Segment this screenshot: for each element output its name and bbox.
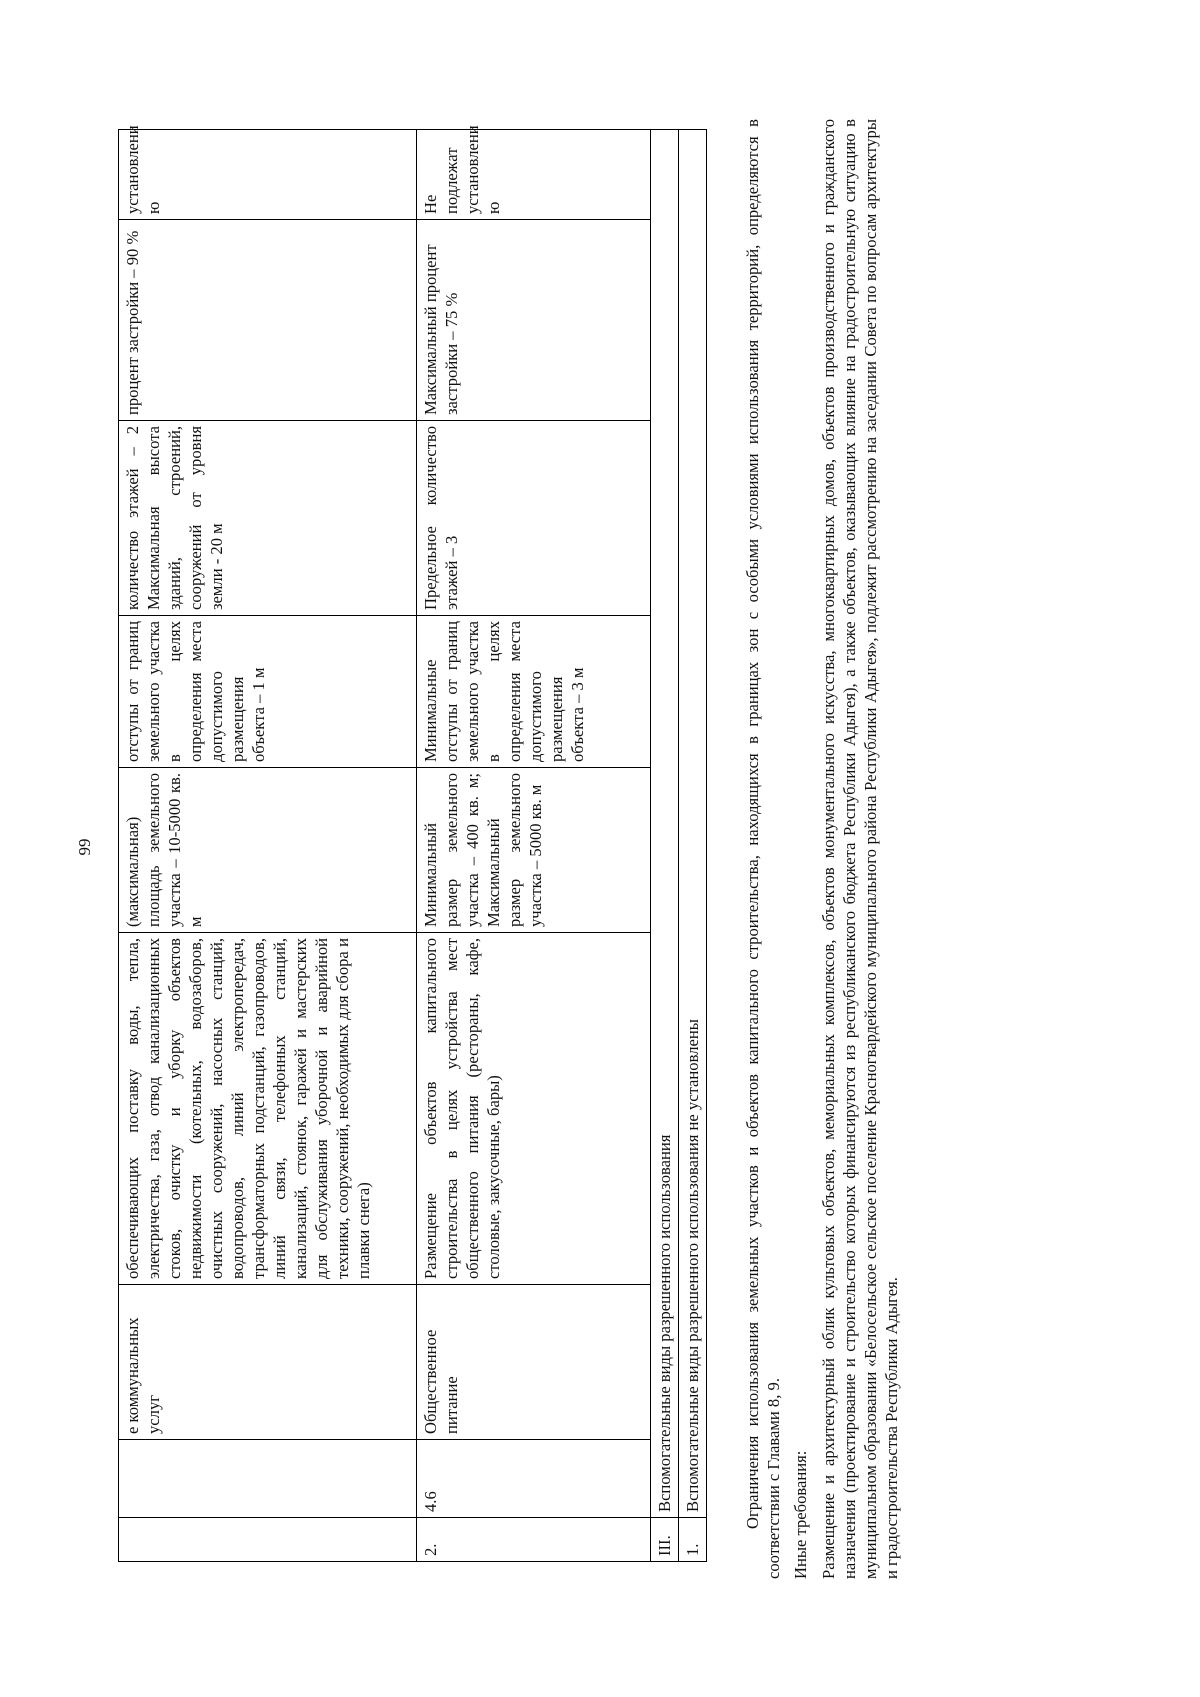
restrictions: установлени ю: [119, 130, 417, 220]
floors-height: Предельное количество этажей – 3: [417, 421, 651, 616]
restrictions: Не подлежат установлени ю: [417, 130, 651, 220]
floors-height: количество этажей – 2 Максимальная высота зданий, строений, сооружений от уровня земли - 20 м: [119, 421, 417, 616]
section-row: [651, 130, 679, 1562]
use-description: Размещение объектов капитального строительства в целях устройства мест общественного питания (рестораны, кафе, столовые, закусочные, бары): [417, 933, 651, 1285]
plot-size: Минимальный размер земельного участка – 400 кв. м; Максимальный размер земельного участка – 5000 кв. м: [417, 768, 651, 933]
row-number: 2.: [417, 1518, 651, 1562]
page-number: 99: [75, 838, 94, 856]
other-requirements-paragraph: Размещение и архитектурный облик культовых объектов, мемориальных комплексов, объектов монументального искусства, многоквартирных домов, объектов производственного и гражданского назначения (проектирование и строительство которых финансируются из республиканского бюджета Республики Адыгея), а также объектов, оказывающих влияние на градостроительную ситуацию в муниципальном образовании «Белосельское сельское поселение Красногвардейского муниципального района Республики Адыгея», подлежит рассмотрению на заседании Совета по вопросам архитектуры и градостроительства Республики Адыгея.: [819, 119, 901, 1579]
other-requirements-heading: Иные требования:: [791, 1450, 810, 1579]
row-number: 1.: [679, 1518, 707, 1562]
setbacks: отступы от границ земельного участка в целях определения места допустимого размещения объекта – 1 м: [119, 616, 417, 768]
row-title: Вспомогательные виды разрешенного использования не установлены: [679, 130, 707, 1518]
use-code: [119, 1440, 417, 1518]
use-description: обеспечивающих поставку воды, тепла, электричества, газа, отвод канализационных стоков, очистку и уборку объектов недвижимости (котельных, водозаборов, очистных сооружений, насосных станций, водопроводов, линий электропередач, трансформаторных подстанций, газопроводов, линий связи, телефонных станций, канализаций, стоянок, гаражей и мастерских для обслуживания уборочной и аварийной техники, сооружений, необходимых для сбора и плавки снега): [119, 933, 417, 1285]
section-number: III.: [651, 1518, 679, 1562]
use-name: Общественное питание: [417, 1285, 651, 1440]
coverage: процент застройки – 90 %: [119, 220, 417, 421]
use-name: е коммунальных услуг: [119, 1285, 417, 1440]
restrictions-paragraph: Ограничения использования земельных участков и объектов капитального строительства, находящихся в границах зон с особыми условиями использования территорий, определяются в соответствии с Главами 8, 9.: [743, 119, 783, 1579]
section-title: Вспомогательные виды разрешенного использования: [651, 130, 679, 1518]
plot-size: (максимальная) площадь земельного участка – 10-5000 кв. м: [119, 768, 417, 933]
zoning-table: [118, 125, 707, 1562]
use-code: 4.6: [417, 1440, 651, 1518]
coverage: Максимальный процент застройки – 75 %: [417, 220, 651, 421]
table-row: [417, 130, 651, 1562]
table-row: [119, 130, 417, 1562]
table-row: [679, 130, 707, 1562]
row-number: [119, 1518, 417, 1562]
setbacks: Минимальные отступы от границ земельного участка в целях определения места допустимого размещения объекта – 3 м: [417, 616, 651, 768]
